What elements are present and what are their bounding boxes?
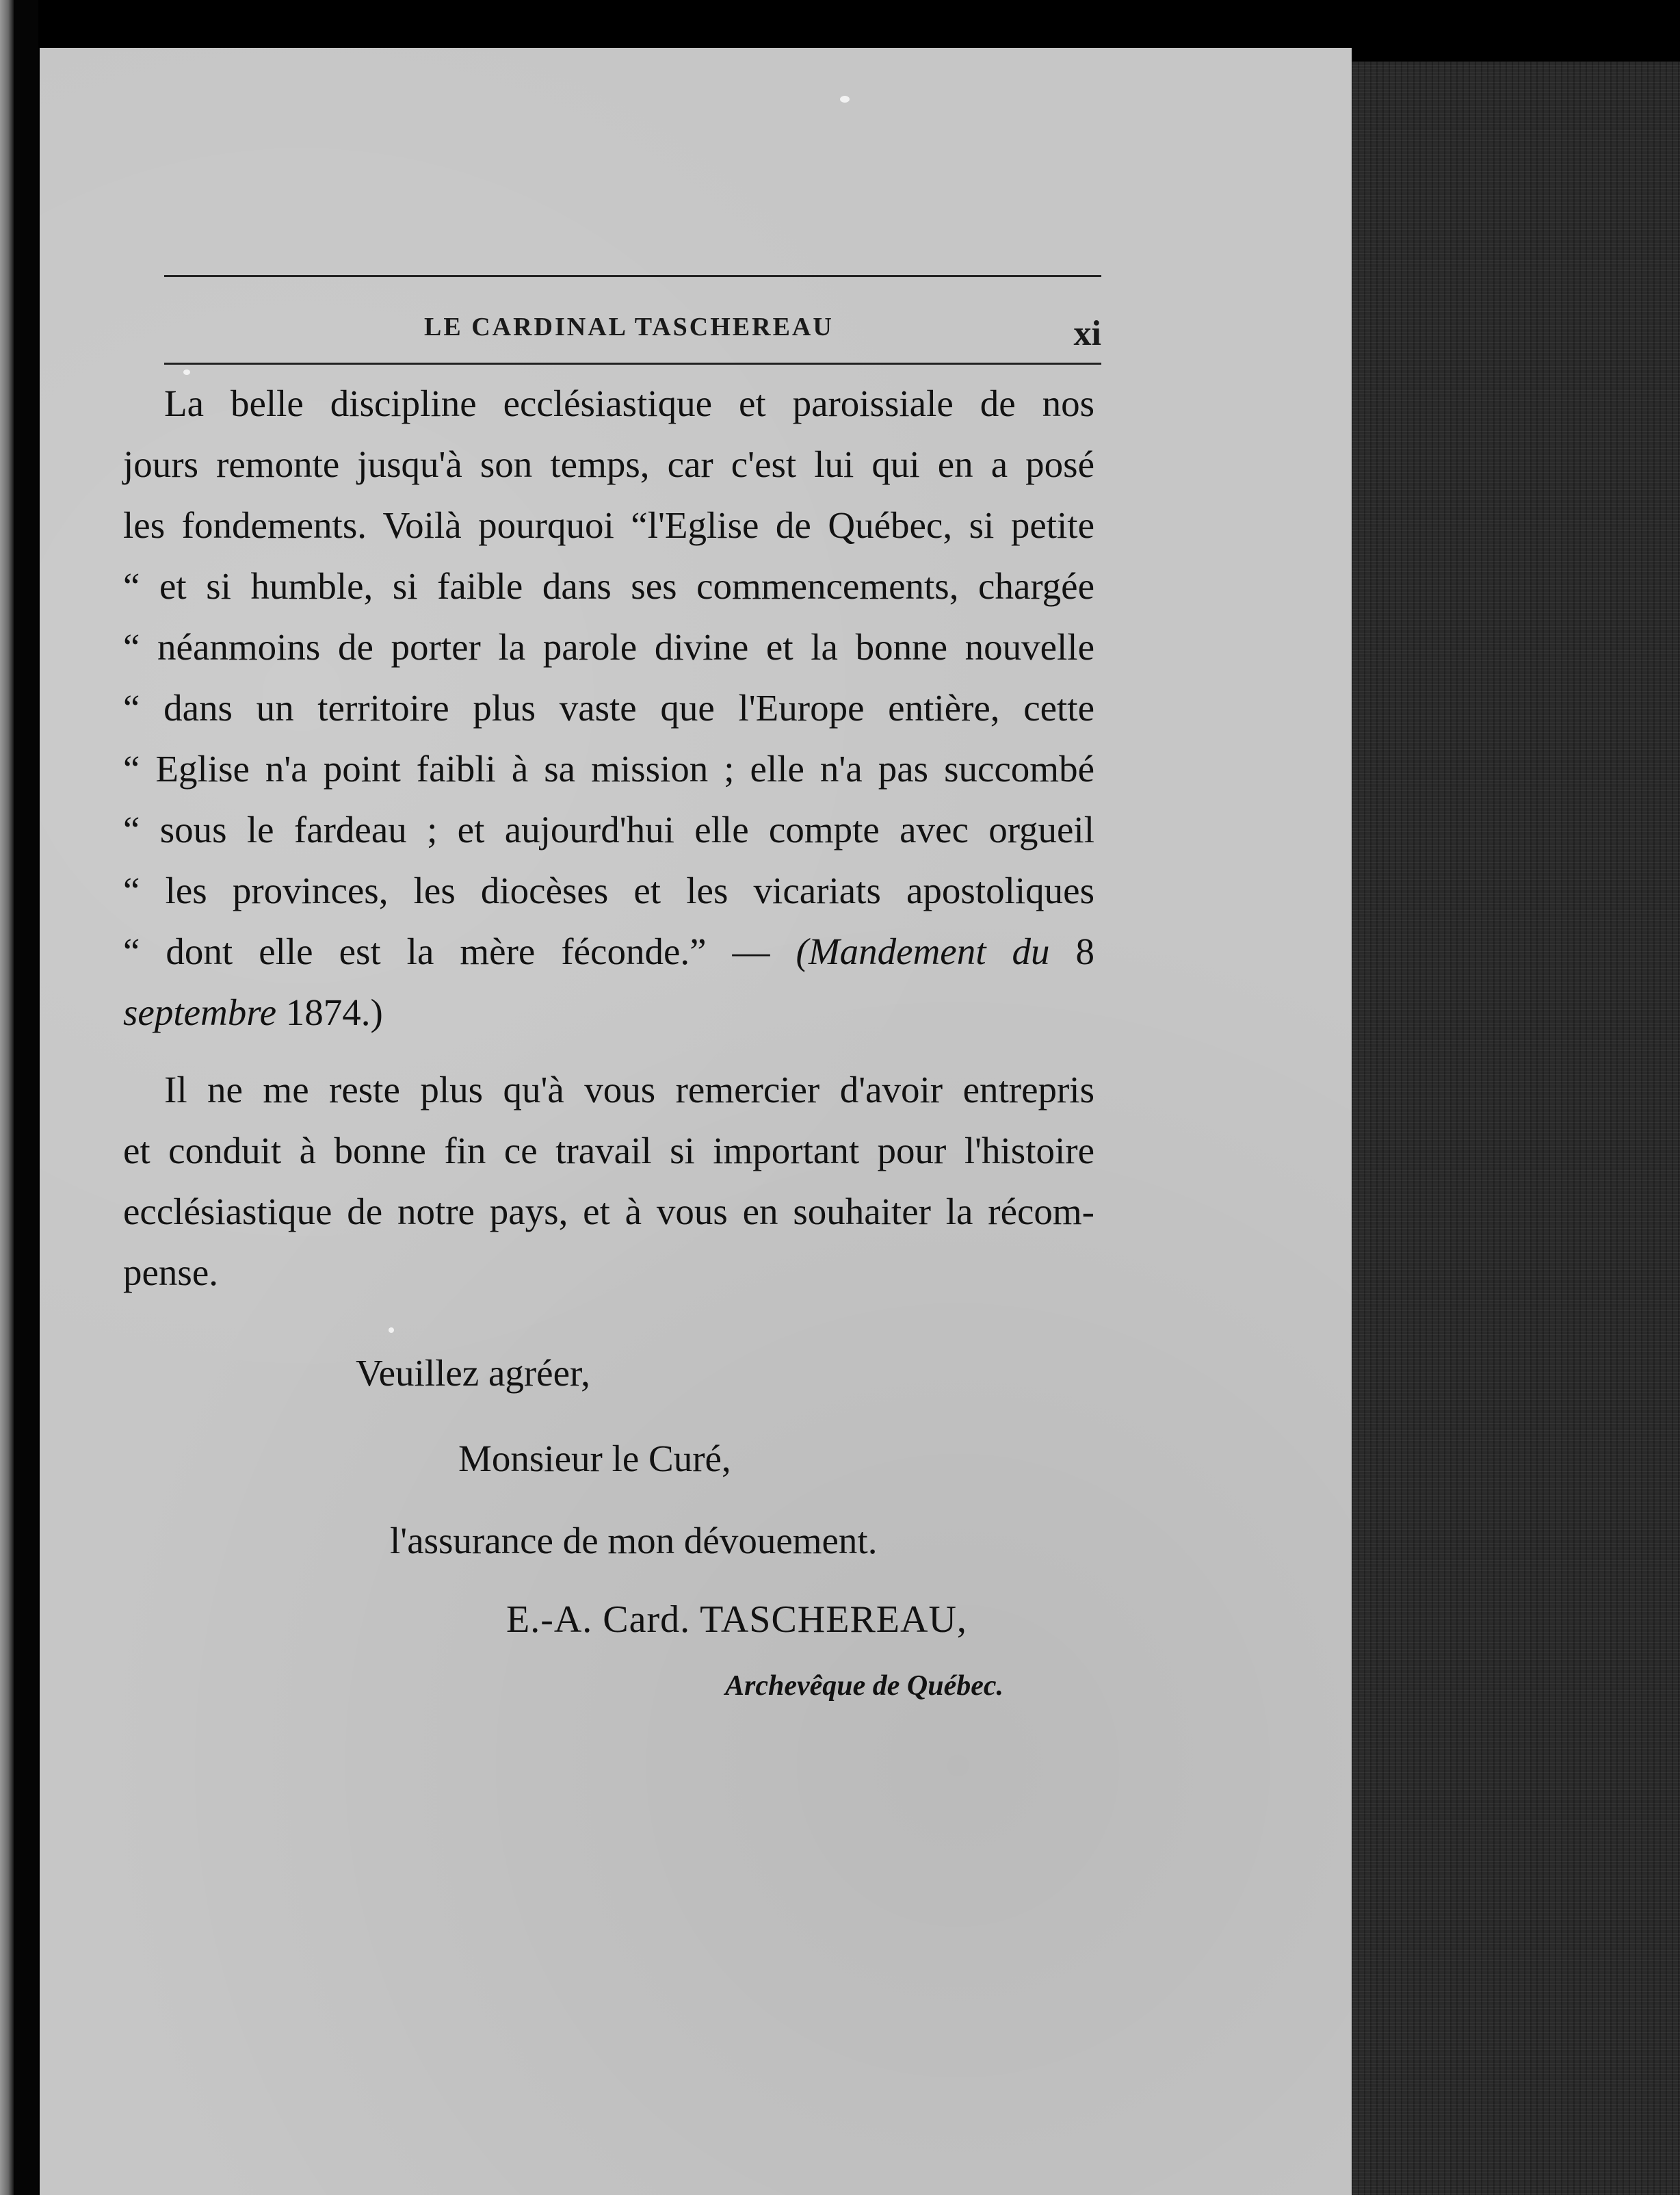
- paragraph-line: “ dont elle est la mère féconde.” —: [123, 931, 770, 972]
- closing-line-1: Veuillez agréer,: [356, 1352, 590, 1394]
- previous-page-edge: [0, 0, 14, 2195]
- body-text: [123, 373, 1094, 1303]
- citation-year: 1874.): [285, 991, 383, 1033]
- paragraph-line: “ néanmoins de porter la parole divine et la bonne nouvelle: [123, 626, 1094, 668]
- citation-month: septembre: [123, 991, 277, 1033]
- paragraph-line: Il ne me reste plus qu'à vous remercier d'avoir entrepris: [164, 1069, 1094, 1111]
- paragraph-line: jours remonte jusqu'à son temps, car c'est lui qui en a posé: [123, 443, 1094, 485]
- citation-line: [123, 921, 1094, 982]
- citation-end-line: [123, 982, 1094, 1043]
- paragraph-line: “ dans un territoire plus vaste que l'Europe entière, cette: [123, 687, 1094, 729]
- paragraph-line: ecclésiastique de notre pays, et à vous en souhaiter la récom-: [123, 1191, 1094, 1232]
- signature-name: E.-A. Card. TASCHEREAU,: [506, 1598, 967, 1641]
- running-head: [164, 308, 1101, 363]
- paragraph-line: “ Eglise n'a point faibli à sa mission ; elle n'a pas succombé: [123, 748, 1094, 790]
- paragraph-line: les fondements. Voilà pourquoi “l'Eglise de Québec, si petite: [123, 504, 1094, 546]
- paper-speck: [840, 96, 850, 103]
- scan-right-background: [1352, 62, 1680, 2195]
- scan-top-right-border: [1352, 0, 1680, 62]
- header-rule-bottom: [164, 363, 1101, 365]
- paper-speck: [389, 1327, 394, 1333]
- paragraph-line: pense.: [123, 1251, 218, 1293]
- citation-open: (Mandement du: [796, 931, 1050, 972]
- paragraph-line: “ les provinces, les diocèses et les vicariats apostoliques: [123, 870, 1094, 911]
- running-title: LE CARDINAL TASCHEREAU: [424, 313, 834, 341]
- header-rule-top: [164, 275, 1101, 277]
- paragraph-line: “ sous le fardeau ; et aujourd'hui elle compte avec orgueil: [123, 809, 1094, 850]
- paragraph-line: La belle discipline ecclésiastique et paroissiale de nos: [164, 382, 1094, 424]
- paragraph-line: “ et si humble, si faible dans ses commencements, chargée: [123, 565, 1094, 607]
- page-number: xi: [1073, 314, 1101, 353]
- citation-day: 8: [1075, 931, 1095, 972]
- closing-line-2: Monsieur le Curé,: [458, 1438, 731, 1479]
- paragraph-2: [123, 1059, 1094, 1303]
- paragraph-line: et conduit à bonne fin ce travail si important pour l'histoire: [123, 1130, 1094, 1171]
- paragraph-1: [123, 373, 1094, 1043]
- signature-title: Archevêque de Québec.: [725, 1670, 1004, 1702]
- closing-line-3: l'assurance de mon dévouement.: [390, 1520, 878, 1561]
